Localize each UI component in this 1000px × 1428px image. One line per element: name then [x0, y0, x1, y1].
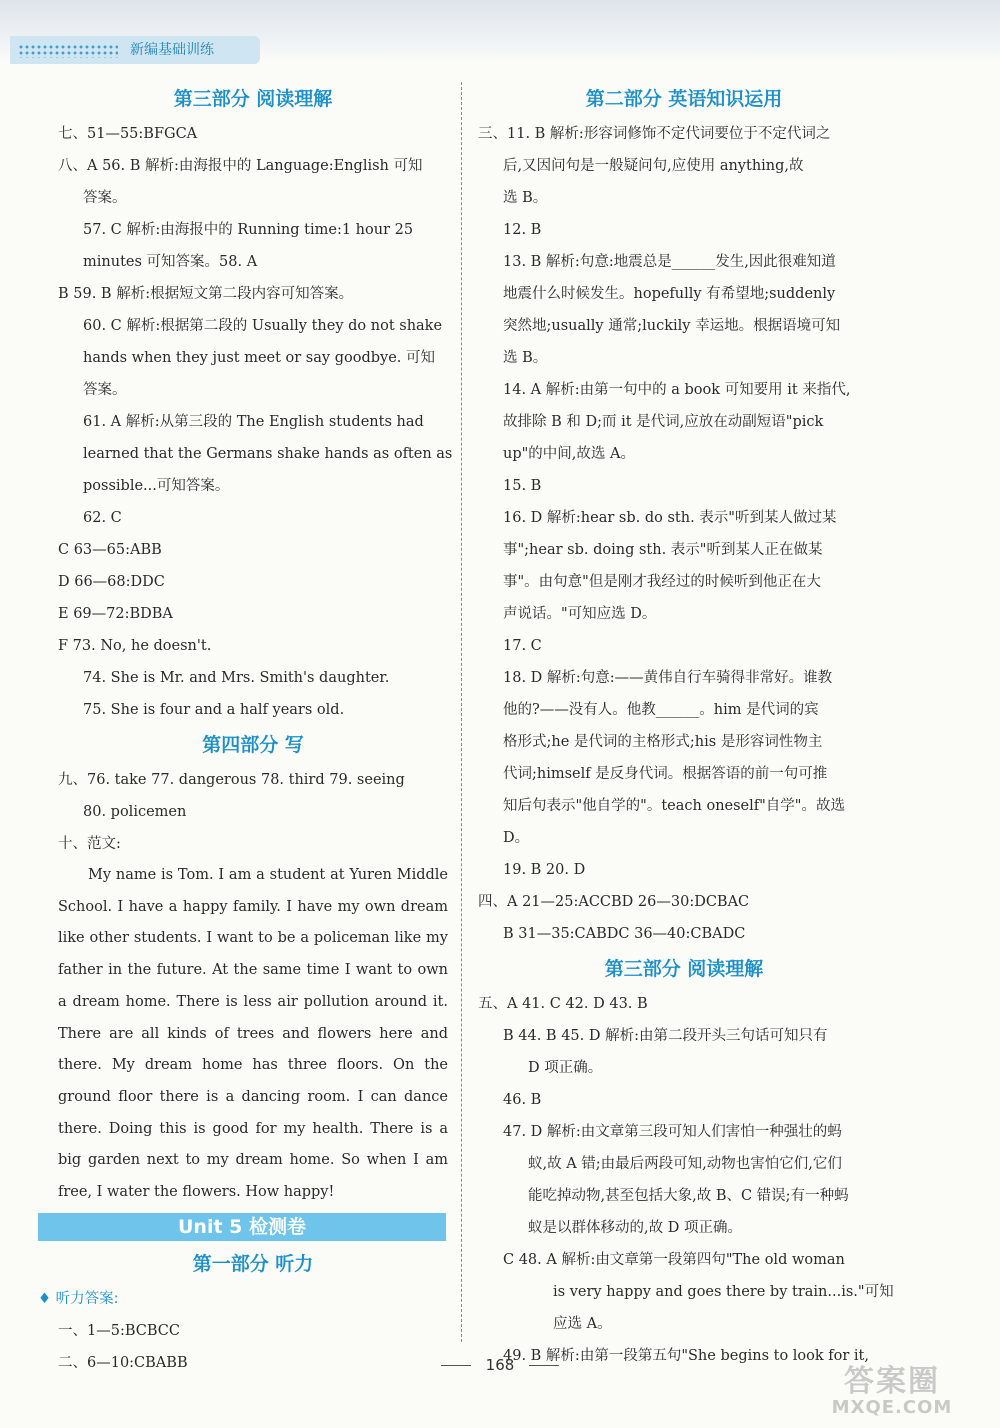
answer-line: 60. C 解析:根据第二段的 Usually they do not shake	[83, 318, 443, 334]
watermark-line2: MXQE.COM	[831, 1397, 953, 1418]
answer-line: up"的中间,故选 A。	[503, 446, 635, 462]
answer-line: C 48. A 解析:由文章第一段第四句"The old woman	[503, 1252, 845, 1268]
answer-line: possible...可知答案。	[83, 478, 230, 494]
answer-line: hands when they just meet or say goodbye. 可知	[83, 350, 435, 366]
answer-line: 三、11. B 解析:形容词修饰不定代词要位于不定代词之	[478, 126, 831, 142]
section-title: 第三部分 阅读理解	[173, 88, 333, 110]
answer-line: 七、51—55:BFGCA	[58, 126, 198, 142]
answer-line: B 59. B 解析:根据短文第二段内容可知答案。	[58, 286, 354, 302]
page-number: 168	[485, 1356, 515, 1374]
answer-line: 12. B	[503, 222, 542, 238]
answer-line: 后,又因问句是一般疑问句,应使用 anything,故	[503, 158, 804, 174]
answer-line: 14. A 解析:由第一句中的 a book 可知要用 it 来指代,	[503, 382, 851, 398]
answer-line: learned that the Germans shake hands as often as	[83, 446, 453, 462]
answer-line: 四、A 21—25:ACCBD 26—30:DCBAC	[478, 894, 750, 910]
answer-line: 49. B 解析:由第一段第五句"She begins to look for it,	[503, 1348, 869, 1364]
answer-line: 事";hear sb. doing sth. 表示"听到某人正在做某	[503, 542, 823, 558]
answer-line: 61. A 解析:从第三段的 The English students had	[83, 414, 424, 430]
answer-line: 五、A 41. C 42. D 43. B	[478, 996, 648, 1012]
answer-line: 故排除 B 和 D;而 it 是代词,应放在动副短语"pick	[503, 414, 824, 430]
answer-line: 能吃掉动物,甚至包括大象,故 B、C 错误;有一种蚂	[528, 1188, 849, 1204]
answer-line: minutes 可知答案。58. A	[83, 254, 258, 270]
sample-essay: My name is Tom. I am a student at Yuren Middle School. I have a happy family. I have my own dream like other students. I want to be a policeman like my father in the future. At the same time I want to own a dream home. There is less air pollution around it. There are all kinds of trees and flowers here and there. My dream home has three floors. On the ground floor there is a dancing room. I can dance there. Doing this is good for my health. There is a big garden next to my dream home. So when I am free, I water the flowers. How happy!	[58, 867, 448, 1201]
brand-label: 新编基础训练	[10, 36, 260, 64]
answer-line: F 73. No, he doesn't.	[58, 638, 212, 654]
left-column	[38, 80, 453, 1379]
answer-line: 知后句表示"他自学的"。teach oneself"自学"。故选	[503, 798, 845, 814]
answer-line: 46. B	[503, 1092, 542, 1108]
answer-line: 62. C	[83, 510, 122, 526]
answer-line: B 31—35:CABDC 36—40:CBADC	[503, 926, 746, 942]
column-divider	[461, 82, 462, 1342]
answer-line: 九、76. take 77. dangerous 78. third 79. seeing	[58, 772, 405, 788]
answer-line: 80. policemen	[83, 804, 187, 820]
answer-line: D 66—68:DDC	[58, 574, 165, 590]
answer-line: 18. D 解析:句意:——黄伟自行车骑得非常好。谁教	[503, 670, 833, 686]
answer-line: 57. C 解析:由海报中的 Running time:1 hour 25	[83, 222, 414, 238]
answer-line: 格形式;he 是代词的主格形式;his 是形容词性物主	[503, 734, 823, 750]
answer-line: 蚁,故 A 错;由最后两段可知,动物也害怕它们,它们	[528, 1156, 842, 1172]
answer-line: 13. B 解析:句意:地震总是______发生,因此很难知道	[503, 254, 836, 270]
answer-line: 答案。	[83, 382, 127, 398]
answer-line: 15. B	[503, 478, 542, 494]
answer-line: 47. D 解析:由文章第三段可知人们害怕一种强壮的蚂	[503, 1124, 842, 1140]
answer-line: 应选 A。	[553, 1316, 612, 1332]
answer-line: 16. D 解析:hear sb. do sth. 表示"听到某人做过某	[503, 510, 837, 526]
listening-answers-label: 听力答案:	[55, 1290, 119, 1307]
answer-line: 代词;himself 是反身代词。根据答语的前一句可推	[503, 766, 828, 782]
answer-line: is very happy and goes there by train...is."可知	[553, 1284, 894, 1300]
answer-line: 二、6—10:CBABB	[58, 1354, 188, 1371]
answer-line: 八、A 56. B 解析:由海报中的 Language:English 可知	[58, 158, 423, 174]
section-title: 第二部分 英语知识运用	[585, 88, 783, 110]
answer-line: 十、范文:	[58, 836, 121, 852]
answer-line: 蚁是以群体移动的,故 D 项正确。	[528, 1220, 742, 1236]
answer-line: 19. B 20. D	[503, 862, 586, 878]
answer-line: 突然地;usually 通常;luckily 幸运地。根据语境可知	[503, 318, 841, 334]
answer-line: 声说话。"可知应选 D。	[503, 606, 657, 622]
answer-line: 选 B。	[503, 350, 548, 366]
answer-line: 74. She is Mr. and Mrs. Smith's daughter.	[83, 670, 390, 686]
right-column	[478, 80, 894, 1372]
diamond-icon: ♦	[38, 1290, 51, 1307]
answer-line: E 69—72:BDBA	[58, 606, 173, 622]
section-title: 第三部分 阅读理解	[604, 958, 764, 980]
answer-line: D 项正确。	[528, 1060, 603, 1076]
page-number-dash	[529, 1365, 559, 1366]
answer-line: 选 B。	[503, 190, 548, 206]
brand-dots-decoration	[18, 44, 118, 58]
answer-line: 一、1—5:BCBCC	[58, 1322, 180, 1339]
listening-answers-header	[38, 1283, 448, 1315]
answer-line: B 44. B 45. D 解析:由第二段开头三句话可知只有	[503, 1028, 828, 1044]
answer-line: 他的?——没有人。他教______。him 是代词的宾	[503, 702, 819, 718]
answer-line: 答案。	[83, 190, 127, 206]
answer-line: 75. She is four and a half years old.	[83, 702, 345, 718]
section-title: 第四部分 写	[202, 734, 304, 756]
watermark-logo	[792, 1366, 992, 1422]
answer-line: C 63—65:ABB	[58, 542, 162, 558]
watermark-line1: 答案圈	[844, 1364, 940, 1399]
section-title: 第一部分 听力	[192, 1252, 314, 1275]
answer-line: D。	[503, 830, 530, 846]
unit-title-bar: Unit 5 检测卷	[38, 1213, 446, 1241]
answer-line: 地震什么时候发生。hopefully 有希望地;suddenly	[503, 286, 836, 302]
answer-line: 17. C	[503, 638, 542, 654]
page-number-dash	[441, 1365, 471, 1366]
answer-line: 事"。由句意"但是刚才我经过的时候听到他正在大	[503, 574, 821, 590]
